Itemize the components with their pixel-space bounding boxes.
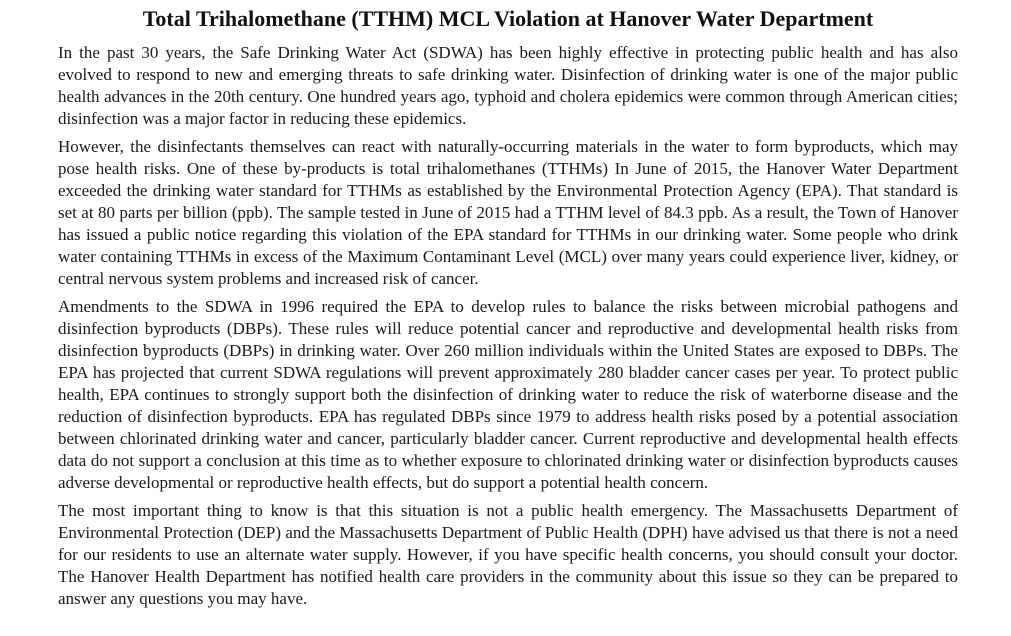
paragraph-not-emergency: The most important thing to know is that this situation is not a public health emergency. The Massachusetts Department of Environmental Protection (DEP) and the Massachusetts Department of Public Health (DPH) have advised us that there is not a need for our residents to use an alternate water supply. However, if you have specific health concerns, you should consult your doctor. The Hanover Health Department has notified health care providers in the community about this issue so they can be prepared to answer any questions you may have. bbox=[58, 501, 958, 608]
paragraph-sdwa-history: In the past 30 years, the Safe Drinking Water Act (SDWA) has been highly effective in protecting public health and has also evolved to respond to new and emerging threats to safe drinking water. Disinfection of drinking water is one of the major public health advances in the 20th century. One hundred years ago, typhoid and cholera epidemics were common through American cities; disinfection was a major factor in reducing these epidemics. bbox=[58, 43, 958, 128]
paragraph-tthm-violation: However, the disinfectants themselves can react with naturally-occurring materials in the water to form byproducts, which may pose health risks. One of these by-products is total trihalomethanes (TTHMs) In June of 2015, the Hanover Water Department exceeded the drinking water standard for TTHMs as established by the Environmental Protection Agency (EPA). That standard is set at 80 parts per billion (ppb). The sample tested in June of 2015 had a TTHM level of 84.3 ppb. As a result, the Town of Hanover has issued a public notice regarding this violation of the EPA standard for TTHMs in our drinking water. Some people who drink water containing TTHMs in excess of the Maximum Contaminant Level (MCL) over many years could experience liver, kidney, or central nervous system problems and increased risk of cancer. bbox=[58, 137, 958, 288]
paragraph-sdwa-amendments: Amendments to the SDWA in 1996 required the EPA to develop rules to balance the risks between microbial pathogens and disinfection byproducts (DBPs). These rules will reduce potential cancer and reproductive and developmental health risks from disinfection byproducts (DBPs) in drinking water. Over 260 million individuals within the United States are exposed to DBPs. The EPA has projected that current SDWA regulations will prevent approximately 280 bladder cancer cases per year. To protect public health, EPA continues to strongly support both the disinfection of drinking water to reduce the risk of waterborne disease and the reduction of disinfection byproducts. EPA has regulated DBPs since 1979 to address health risks posed by a potential association between chlorinated drinking water and cancer, particularly bladder cancer. Current reproductive and developmental health effects data do not support a conclusion at this time as to whether exposure to chlorinated drinking water or disinfection byproducts causes adverse developmental or reproductive health effects, but do support a potential health concern. bbox=[58, 297, 958, 492]
document-page bbox=[58, 6, 958, 616]
document-title: Total Trihalomethane (TTHM) MCL Violation at Hanover Water Department bbox=[142, 6, 874, 31]
